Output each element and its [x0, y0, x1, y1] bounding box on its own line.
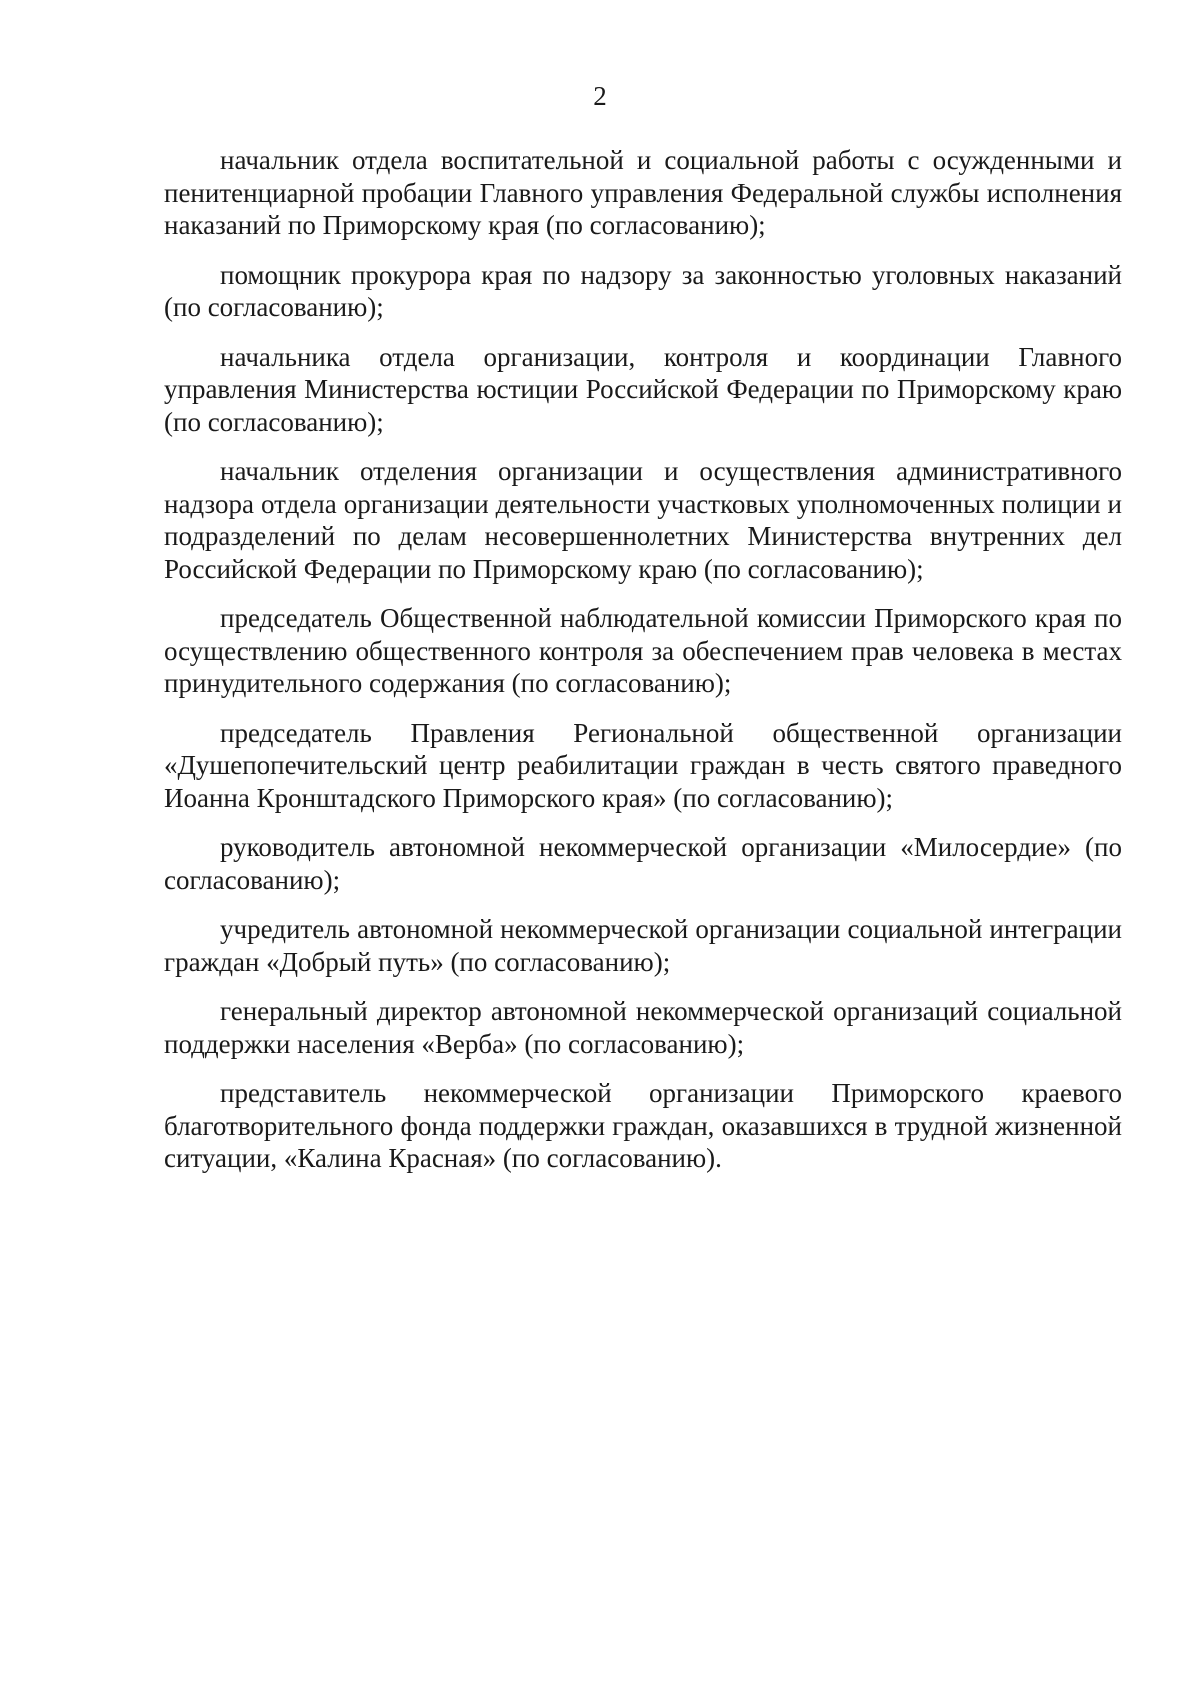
member-entry: представитель некоммерческой организации Приморского краевого благотворительного фонда поддержки граждан, оказавшихся в трудной жизненной ситуации, «Калина Красная» (по согласованию). [164, 1078, 1122, 1173]
document-body [164, 144, 1122, 1192]
page-number: 2 [593, 81, 607, 111]
member-entry: начальника отдела организации, контроля и координации Главного управления Министерства юстиции Российской Федерации по Приморскому краю (по согласованию); [164, 341, 1122, 437]
member-entry: председатель Общественной наблюдательной комиссии Приморского края по осуществлению общественного контроля за обеспечением прав человека в местах принудительного содержания (по согласованию); [164, 603, 1122, 698]
member-entry: начальник отдела воспитательной и социальной работы с осужденными и пенитенциарной пробации Главного управления Федеральной службы исполнения наказаний по Приморскому края (по согласованию); [164, 145, 1122, 240]
member-entry: генеральный директор автономной некоммерческой организаций социальной поддержки населения «Верба» (по согласованию); [164, 996, 1122, 1059]
member-entry: учредитель автономной некоммерческой организации социальной интеграции граждан «Добрый путь» (по согласованию); [164, 914, 1122, 977]
member-entry: помощник прокурора края по надзору за законностью уголовных наказаний (по согласованию); [164, 259, 1122, 322]
member-entry: руководитель автономной некоммерческой организации «Милосердие» (по согласованию); [164, 832, 1122, 895]
member-entry: председатель Правления Региональной общественной организации «Душепопечительский центр реабилитации граждан в честь святого праведного Иоанна Кронштадского Приморского края» (по согласованию); [164, 717, 1122, 813]
member-entry: начальник отделения организации и осуществления административного надзора отдела организации деятельности участковых уполномоченных полиции и подразделений по делам несовершеннолетних Министерства внутренних дел Российской Федерации по Приморскому краю (по согласованию); [164, 456, 1122, 584]
